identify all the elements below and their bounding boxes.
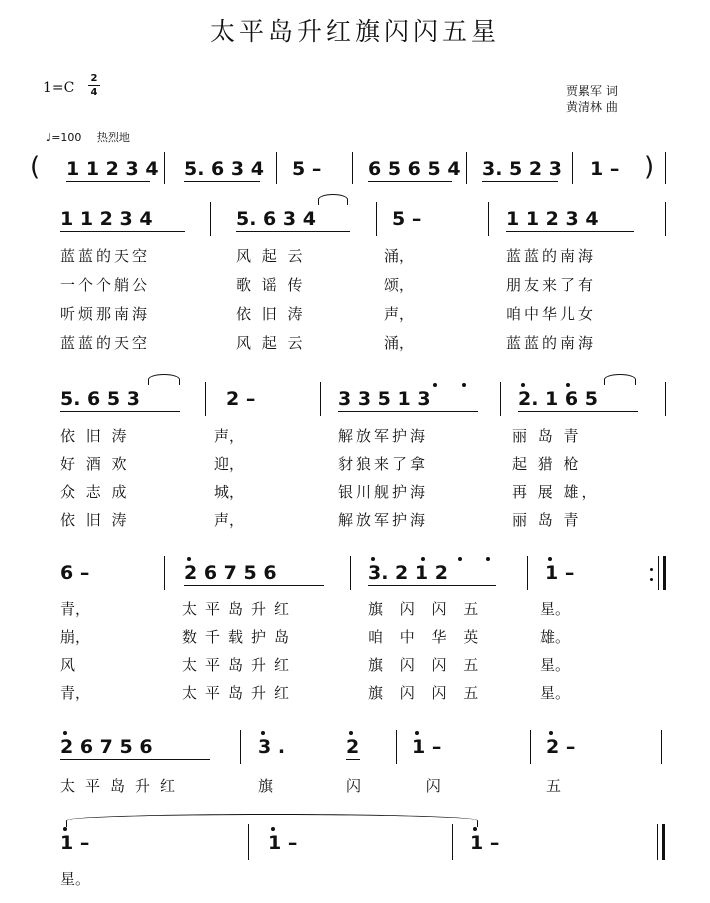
- lyric: 声，: [384, 305, 415, 323]
- lyric: 星。: [540, 656, 571, 674]
- measure: 1 –: [590, 158, 620, 180]
- tie-arc: [318, 194, 348, 205]
- underline-beam: [338, 411, 478, 412]
- high-octave-dot: [433, 383, 437, 387]
- underline-beam: [60, 231, 185, 232]
- final-bar-line-thick: [662, 824, 665, 860]
- high-octave-dot: [415, 731, 419, 735]
- lyric: 丽 岛 青: [512, 511, 582, 529]
- bar-line: [396, 730, 397, 764]
- measure: 3 3 5 1 3: [338, 388, 431, 410]
- measure: 6 –: [60, 562, 90, 584]
- high-octave-dot: [187, 557, 191, 561]
- high-octave-dot: [349, 731, 353, 735]
- bar-line: [164, 556, 165, 590]
- underline-beam: [66, 181, 150, 182]
- lyric: 星。: [60, 870, 91, 888]
- bar-line: [661, 730, 662, 764]
- repeat-bar-line: [658, 556, 659, 590]
- lyric: 丽 岛 青: [512, 427, 582, 445]
- bar-line: [276, 152, 277, 184]
- bar-line: [527, 556, 528, 590]
- time-signature: [88, 73, 100, 98]
- close-paren: ): [644, 152, 655, 182]
- bar-line: [530, 730, 531, 764]
- repeat-dot: [650, 578, 653, 581]
- bar-line: [665, 202, 666, 236]
- lyric: 星。: [540, 684, 571, 702]
- bar-line: [376, 202, 377, 236]
- open-paren: (: [30, 152, 41, 182]
- lyric: 城，: [214, 483, 245, 501]
- repeat-dot: [650, 568, 653, 571]
- high-octave-dot: [458, 557, 462, 561]
- lyric: 涌，: [384, 334, 415, 352]
- lyric: 蓝蓝的南海: [506, 334, 597, 352]
- lyric: 咱 中 华 英: [368, 628, 485, 646]
- measure: 5 –: [392, 208, 422, 230]
- lyric: 依 旧 涛: [236, 305, 306, 323]
- lyric: 蓝蓝的天空: [60, 247, 151, 265]
- lyric: 星。: [540, 600, 571, 618]
- lyric: 再 展 雄，: [512, 483, 600, 501]
- lyricist-credit: 贾累军 词: [566, 84, 618, 98]
- composer-credit: 黄清林 曲: [566, 100, 618, 114]
- bar-line: [500, 382, 501, 416]
- underline-beam: [60, 759, 210, 760]
- underline-beam: [184, 585, 324, 586]
- lyric: 五: [546, 777, 562, 795]
- expression-mark: 热烈地: [96, 131, 130, 144]
- bar-line: [205, 382, 206, 416]
- bar-line: [350, 556, 351, 590]
- underline-beam: [236, 231, 350, 232]
- lyric: 蓝蓝的天空: [60, 334, 151, 352]
- bar-line: [452, 824, 453, 860]
- lyric: 太平岛升红: [182, 656, 298, 674]
- bar-line: [240, 730, 241, 764]
- high-octave-dot: [63, 731, 67, 735]
- lyric: 风: [60, 656, 76, 674]
- high-octave-dot: [63, 827, 67, 831]
- underline-beam: [60, 411, 180, 412]
- bar-line: [488, 202, 489, 236]
- measure: 2 –: [546, 736, 576, 758]
- lyric: 颂，: [384, 276, 415, 294]
- high-octave-dot: [548, 557, 552, 561]
- lyric: 依 旧 涛: [60, 511, 130, 529]
- underline-beam: [368, 181, 452, 182]
- measure: 1 1 2 3 4: [60, 208, 153, 230]
- measure: 1 1 2 3 4: [506, 208, 599, 230]
- measure: 2. 1 6 5: [518, 388, 598, 410]
- lyric: 声，: [214, 427, 245, 445]
- song-title: 太平岛升红旗闪闪五星: [209, 17, 500, 46]
- high-octave-dot: [371, 557, 375, 561]
- high-octave-dot: [473, 827, 477, 831]
- measure: 2 6 7 5 6: [60, 736, 153, 758]
- high-octave-dot: [421, 557, 425, 561]
- lyric: 旗 闪 闪 五: [368, 600, 485, 618]
- lyric: 歌 谣 传: [236, 276, 306, 294]
- measure: 1 –: [412, 736, 442, 758]
- lyric: 青，: [60, 600, 91, 618]
- lyric: 风 起 云: [236, 334, 306, 352]
- high-octave-dot: [549, 731, 553, 735]
- measure: 1 –: [60, 832, 90, 854]
- lyric: 声，: [214, 511, 245, 529]
- measure: 1 –: [470, 832, 500, 854]
- lyric: 众 志 成: [60, 483, 130, 501]
- lyric: 朋友来了有: [506, 276, 597, 294]
- lyric: 解放军护海: [338, 511, 429, 529]
- lyric: 解放军护海: [338, 427, 429, 445]
- time-sig-line: [88, 85, 100, 86]
- measure: 6 5 6 5 4: [368, 158, 461, 180]
- underline-beam: [346, 759, 360, 760]
- lyric: 太平岛升红: [182, 600, 298, 618]
- underline-beam: [518, 411, 638, 412]
- measure: 2 –: [226, 388, 256, 410]
- bar-line: [665, 382, 666, 416]
- lyric: 数千载护岛: [182, 628, 298, 646]
- measure: 2: [346, 736, 360, 758]
- underline-beam: [184, 181, 260, 182]
- bar-line: [466, 152, 467, 184]
- underline-beam: [368, 585, 496, 586]
- bar-line: [320, 382, 321, 416]
- bar-line: [248, 824, 249, 860]
- lyric: 咱中华儿女: [506, 305, 597, 323]
- bar-line: [210, 202, 211, 236]
- time-sig-bottom: 4: [90, 87, 98, 98]
- bar-line: [352, 152, 353, 184]
- measure: 5 –: [292, 158, 322, 180]
- lyric: 旗: [258, 777, 274, 795]
- lyric: 雄。: [540, 628, 571, 646]
- lyric: 旗 闪 闪 五: [368, 656, 485, 674]
- measure: 5. 6 5 3: [60, 388, 140, 410]
- measure: 2 6 7 5 6: [184, 562, 277, 584]
- time-sig-top: 2: [90, 73, 98, 84]
- measure: 1 –: [268, 832, 298, 854]
- tie-arc: [148, 374, 180, 385]
- measure: 1 –: [545, 562, 575, 584]
- measure: 3. 5 2 3: [482, 158, 562, 180]
- lyric: 起 猎 枪: [512, 455, 582, 473]
- key-signature: 1=C: [43, 80, 75, 96]
- bar-line: [665, 152, 666, 184]
- lyric: 好 酒 欢: [60, 455, 130, 473]
- lyric: 豺狼来了拿: [338, 455, 429, 473]
- measure: 1 1 2 3 4: [66, 158, 159, 180]
- lyric: 闪 闪: [346, 777, 471, 795]
- lyric: 太平岛升红: [60, 777, 186, 795]
- high-octave-dot: [462, 383, 466, 387]
- lyric: 一个个艄公: [60, 276, 151, 294]
- measure: 3. 2 1 2: [368, 562, 448, 584]
- lyric: 风 起 云: [236, 247, 306, 265]
- final-bar-line: [657, 824, 658, 860]
- tie-arc: [604, 374, 636, 385]
- high-octave-dot: [271, 827, 275, 831]
- measure: 3 .: [258, 736, 286, 758]
- repeat-bar-line-thick: [663, 556, 666, 590]
- lyric: 崩，: [60, 628, 91, 646]
- measure: 5. 6 3 4: [236, 208, 316, 230]
- underline-beam: [482, 181, 558, 182]
- bar-line: [164, 152, 165, 184]
- underline-beam: [506, 231, 634, 232]
- lyric: 听烦那南海: [60, 305, 151, 323]
- lyric: 银川舰护海: [338, 483, 429, 501]
- high-octave-dot: [486, 557, 490, 561]
- lyric: 太平岛升红: [182, 684, 298, 702]
- lyric: 蓝蓝的南海: [506, 247, 597, 265]
- high-octave-dot: [566, 383, 570, 387]
- tempo-line: [46, 129, 130, 145]
- bar-line: [572, 152, 573, 184]
- high-octave-dot: [521, 383, 525, 387]
- tempo-mark: ♩=100: [46, 131, 82, 144]
- high-octave-dot: [261, 731, 265, 735]
- tie-arc: [66, 814, 478, 827]
- measure: 5. 6 3 4: [184, 158, 264, 180]
- lyric: 迎，: [214, 455, 245, 473]
- lyric: 涌，: [384, 247, 415, 265]
- lyric: 青，: [60, 684, 91, 702]
- lyric: 依 旧 涛: [60, 427, 130, 445]
- lyric: 旗 闪 闪 五: [368, 684, 485, 702]
